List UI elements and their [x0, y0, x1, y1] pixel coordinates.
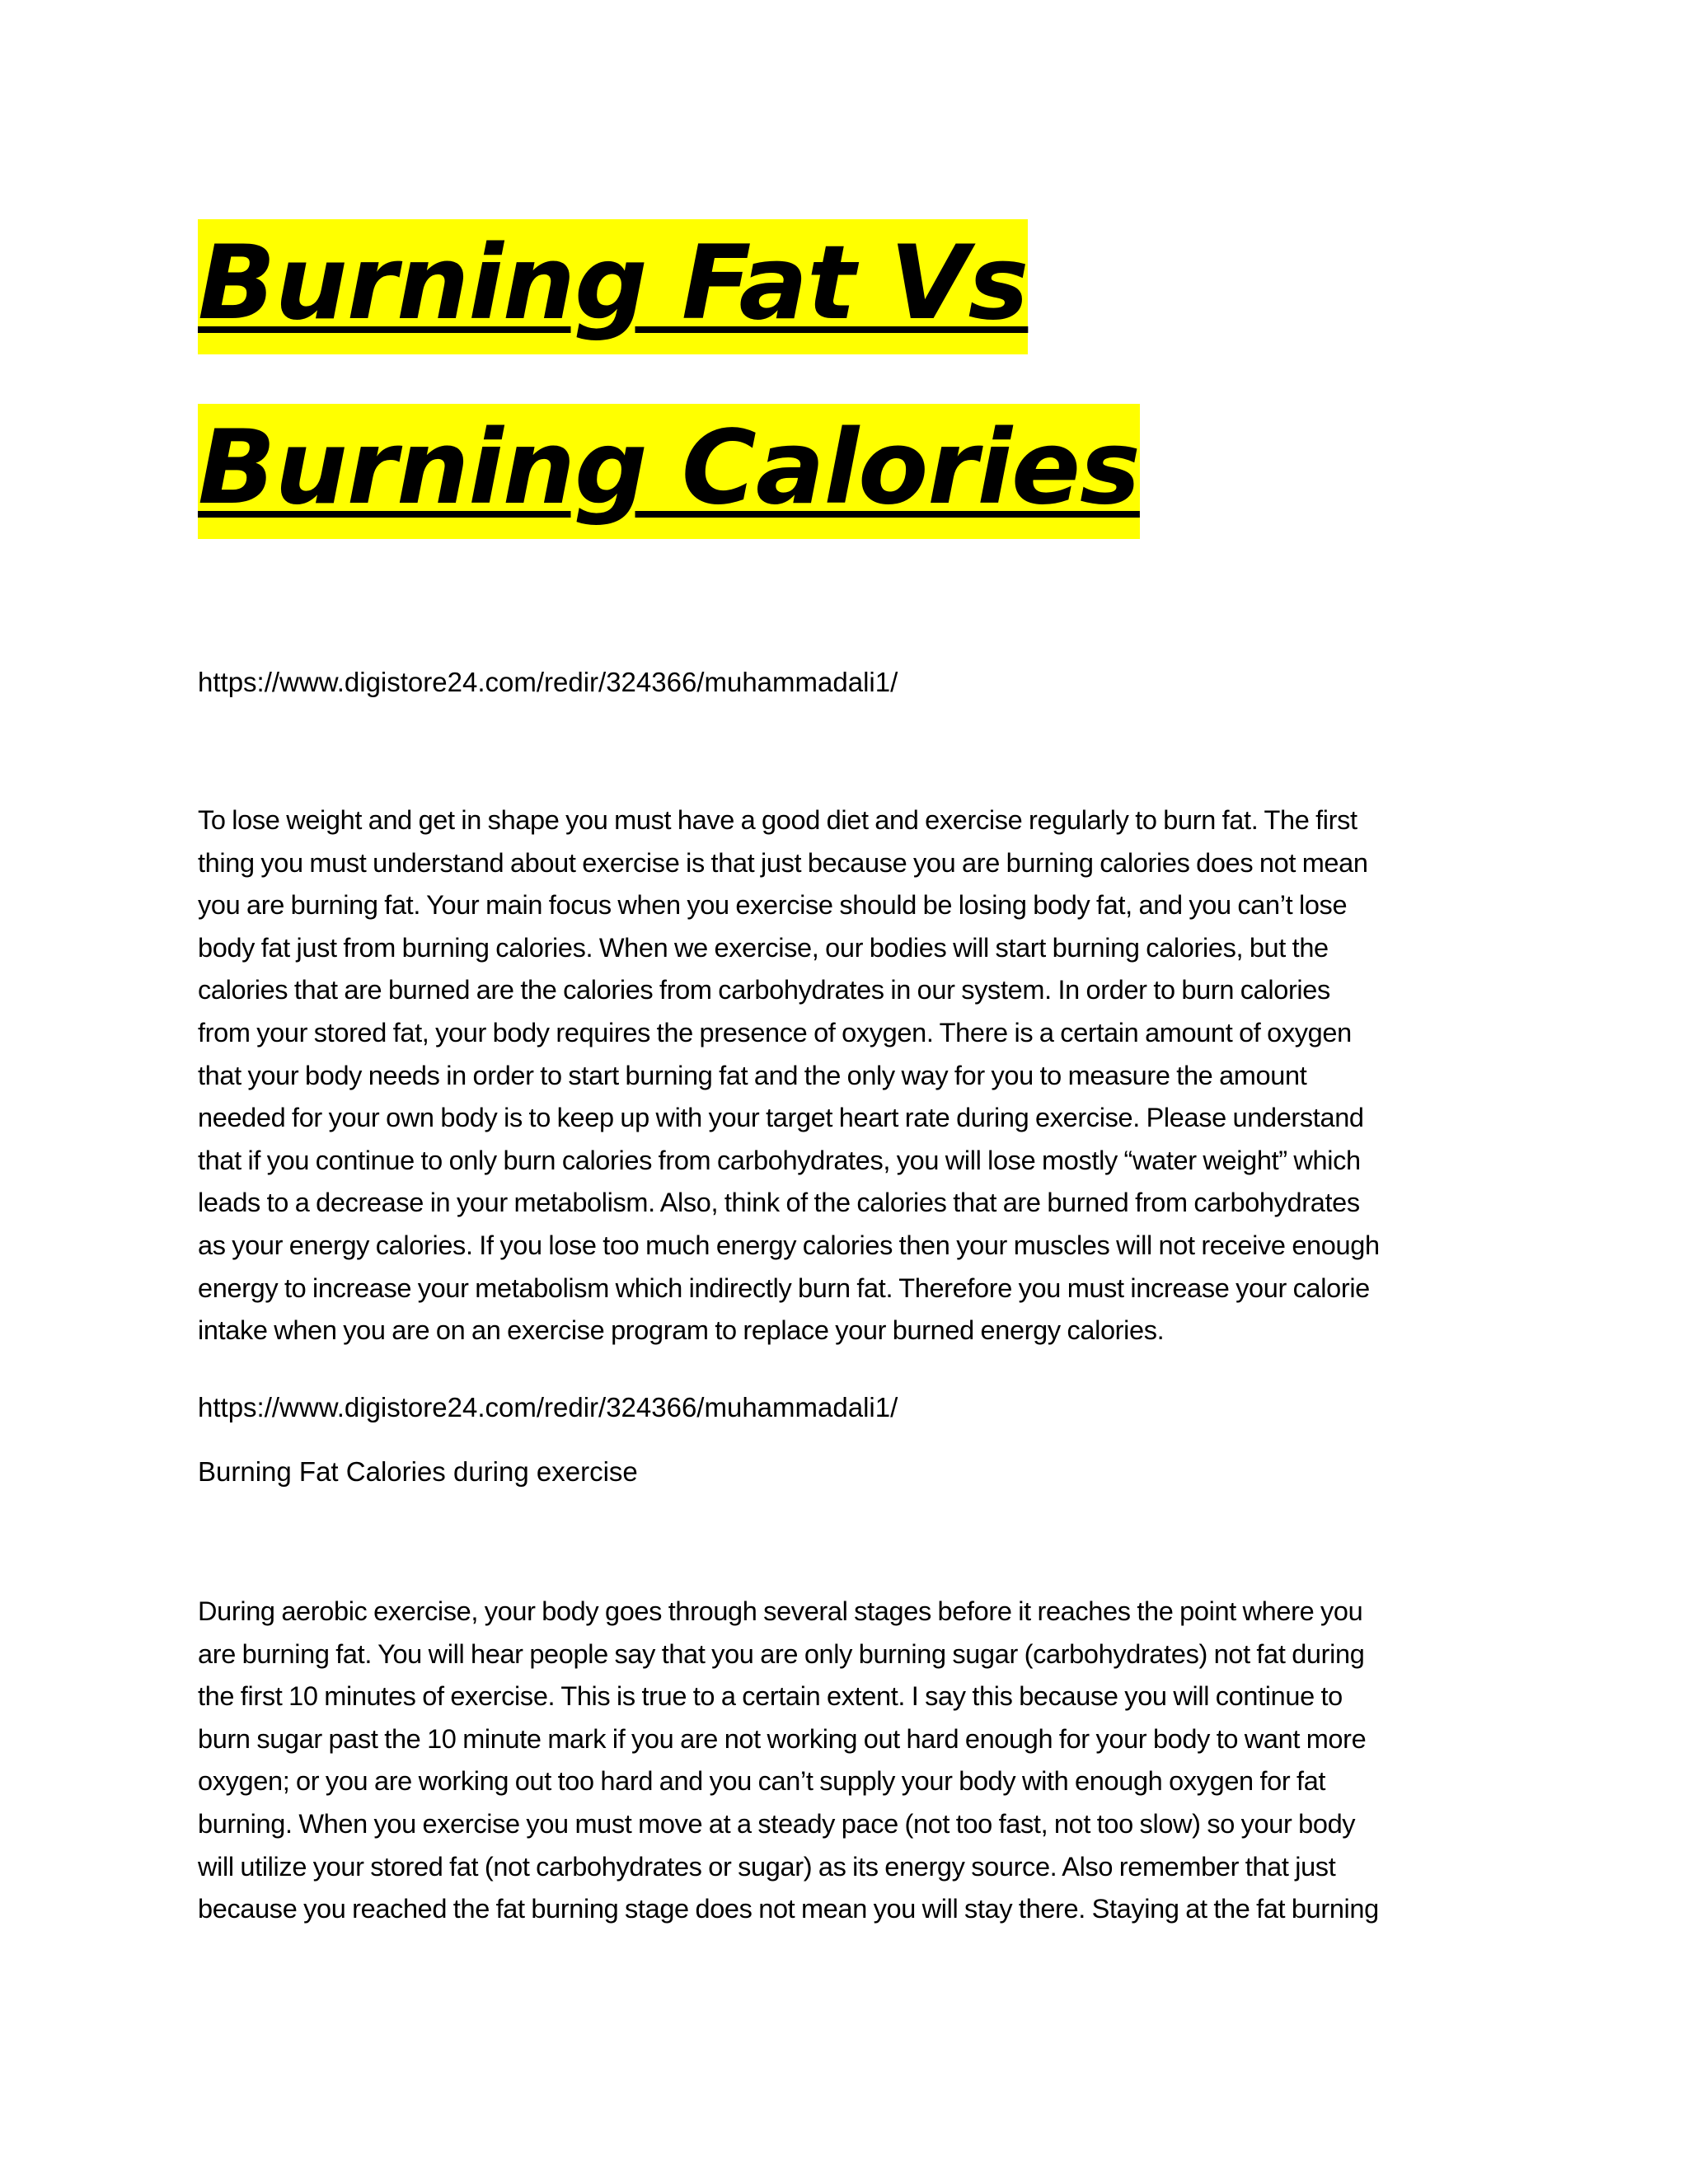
- section-heading: Burning Fat Calories during exercise: [198, 1456, 638, 1487]
- paragraph-line: you are burning fat. Your main focus when you exercise should be losing body fat, and you can’t lose: [198, 890, 1348, 921]
- paragraph-line: energy to increase your metabolism which indirectly burn fat. Therefore you must increase your calorie: [198, 1272, 1370, 1303]
- paragraph-line: intake when you are on an exercise program to replace your burned energy calories.: [198, 1315, 1165, 1346]
- paragraph-line: from your stored fat, your body requires the presence of oxygen. There is a certain amount of oxygen: [198, 1017, 1352, 1047]
- paragraph-line: To lose weight and get in shape you must have a good diet and exercise regularly to burn fat. The first: [198, 805, 1357, 835]
- affiliate-link-1[interactable]: https://www.digistore24.com/redir/324366/muhammadali1/: [198, 667, 898, 697]
- paragraph-line: During aerobic exercise, your body goes through several stages before it reaches the point where you: [198, 1596, 1363, 1626]
- paragraph-line: burning. When you exercise you must move at a steady pace (not too fast, not too slow) so your body: [198, 1808, 1356, 1839]
- paragraph-2: [198, 1591, 1500, 1931]
- affiliate-link-2[interactable]: https://www.digistore24.com/redir/324366/muhammadali1/: [198, 1392, 898, 1422]
- page-title-text: Burning Fat Vs Burning Calories: [198, 219, 1140, 539]
- paragraph-line: needed for your own body is to keep up with your target heart rate during exercise. Please understand: [198, 1103, 1364, 1133]
- paragraph-line: will utilize your stored fat (not carbohydrates or sugar) as its energy source. Also remember that just: [198, 1851, 1336, 1882]
- paragraph-line: thing you must understand about exercise is that just because you are burning calories does not mean: [198, 847, 1368, 878]
- paragraph-line: burn sugar past the 10 minute mark if you are not working out hard enough for your body to want more: [198, 1723, 1367, 1754]
- paragraph-1: [198, 799, 1500, 1352]
- paragraph-line: leads to a decrease in your metabolism. Also, think of the calories that are burned from carbohydrates: [198, 1188, 1360, 1218]
- paragraph-line: oxygen; or you are working out too hard and you can’t supply your body with enough oxygen for fat: [198, 1766, 1326, 1797]
- document-page: [198, 191, 1500, 1924]
- paragraph-line: calories that are burned are the calories from carbohydrates in our system. In order to burn calories: [198, 975, 1330, 1005]
- paragraph-line: that if you continue to only burn calories from carbohydrates, you will lose mostly “water weight” which: [198, 1145, 1361, 1175]
- paragraph-line: because you reached the fat burning stage does not mean you will stay there. Staying at the fat burning: [198, 1894, 1379, 1924]
- paragraph-line: are burning fat. You will hear people say that you are only burning sugar (carbohydrates) not fat during: [198, 1638, 1365, 1669]
- paragraph-line: body fat just from burning calories. When we exercise, our bodies will start burning calories, but the: [198, 932, 1329, 963]
- page-title: [198, 191, 1500, 560]
- paragraph-line: as your energy calories. If you lose too much energy calories then your muscles will not receive enough: [198, 1230, 1380, 1260]
- paragraph-line: the first 10 minutes of exercise. This is true to a certain extent. I say this because you will continue to: [198, 1681, 1343, 1712]
- paragraph-line: that your body needs in order to start burning fat and the only way for you to measure the amount: [198, 1060, 1307, 1090]
